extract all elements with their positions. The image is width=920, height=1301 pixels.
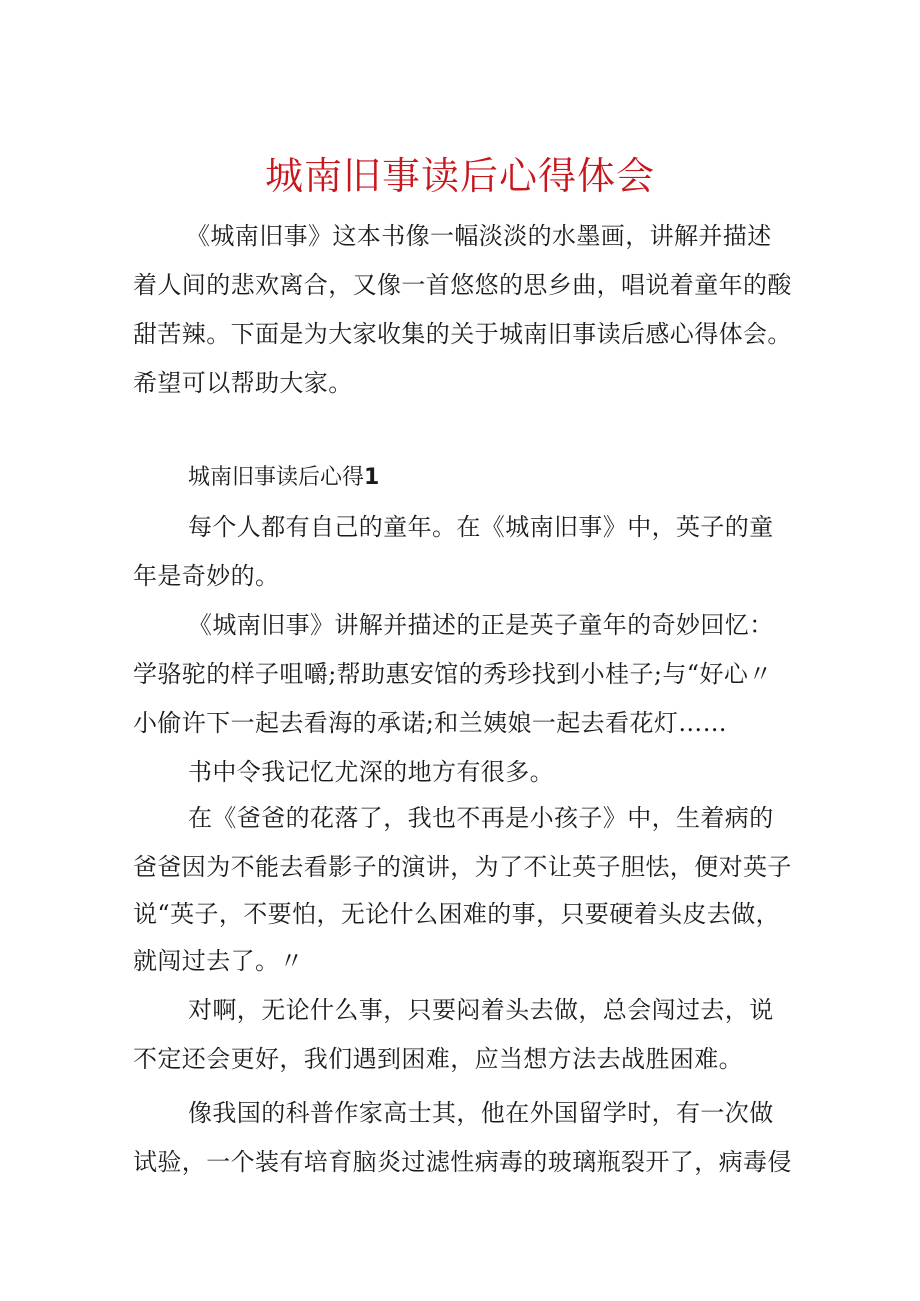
body-line-7: 在《爸爸的花落了，我也不再是小孩子》中，生着病的 — [188, 804, 774, 832]
section-heading-number: 1 — [364, 465, 380, 490]
intro-line-1: 《城南旧事》这本书像一幅淡淡的水墨画，讲解并描述 — [186, 222, 772, 250]
body-line-2: 年是奇妙的。 — [133, 562, 280, 590]
body-line-3: 《城南旧事》讲解并描述的正是英子童年的奇妙回忆： — [188, 611, 774, 639]
body-line-10: 就闯过去了。〃 — [133, 947, 304, 975]
document-title: 城南旧事读后心得体会 — [264, 154, 655, 198]
intro-line-2: 着人间的悲欢离合，又像一首悠悠的思乡曲，唱说着童年的酸 — [133, 271, 792, 299]
body-line-12: 不定还会更好，我们遇到困难，应当想方法去战胜困难。 — [133, 1045, 743, 1073]
body-line-5: 小偷许下一起去看海的承诺;和兰姨娘一起去看花灯…… — [133, 709, 728, 737]
body-line-13: 像我国的科普作家高士其，他在外国留学时，有一次做 — [188, 1099, 774, 1127]
section-heading-text: 城南旧事读后心得 — [188, 465, 365, 490]
body-line-4: 学骆驼的样子咀嚼;帮助惠安馆的秀珍找到小桂子;与“好心〃 — [133, 660, 773, 688]
section-heading — [188, 462, 379, 494]
body-line-14: 试验，一个装有培育脑炎过滤性病毒的玻璃瓶裂开了，病毒侵 — [133, 1148, 792, 1176]
intro-line-4: 希望可以帮助大家。 — [133, 369, 353, 397]
body-line-11: 对啊，无论什么事，只要闷着头去做，总会闯过去，说 — [188, 996, 774, 1024]
intro-line-3: 甜苦辣。下面是为大家收集的关于城南旧事读后感心得体会。 — [133, 320, 792, 348]
body-line-6: 书中令我记忆尤深的地方有很多。 — [188, 758, 554, 786]
body-line-9: 说“英子，不要怕，无论什么困难的事，只要硬着头皮去做， — [133, 900, 781, 928]
body-line-1: 每个人都有自己的童年。在《城南旧事》中，英子的童 — [188, 513, 774, 541]
body-line-8: 爸爸因为不能去看影子的演讲，为了不让英子胆怯，便对英子 — [133, 853, 792, 881]
